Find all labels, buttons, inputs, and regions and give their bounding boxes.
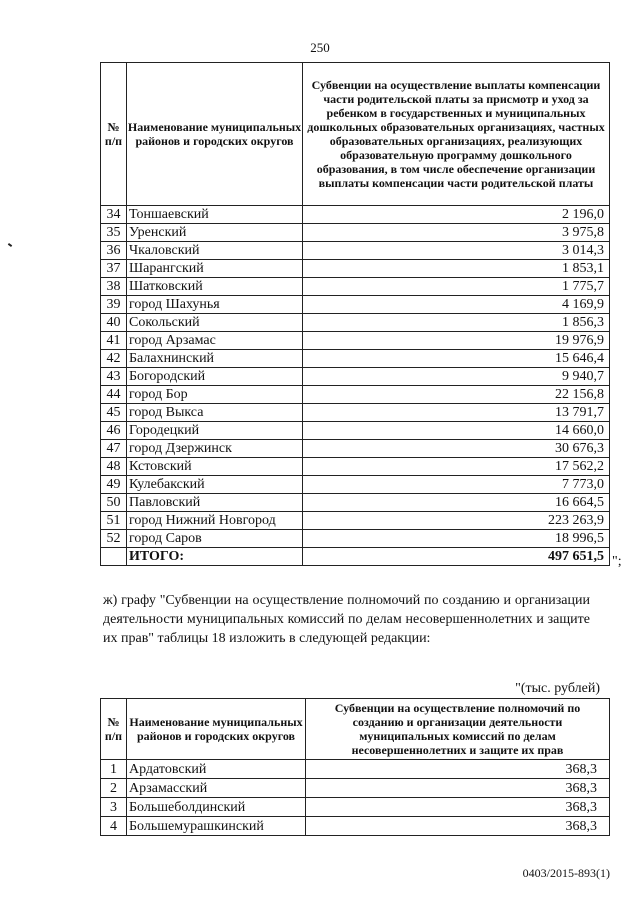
district-name: город Шахунья [127, 296, 303, 314]
table-row [101, 386, 610, 404]
units-label: "(тыс. рублей) [515, 681, 600, 696]
row-number: 41 [101, 332, 127, 350]
district-name: Кстовский [127, 458, 303, 476]
subsidy-value: 368,3 [306, 760, 610, 779]
total-value: 497 651,5 [303, 548, 610, 566]
table-row [101, 512, 610, 530]
row-number: 51 [101, 512, 127, 530]
district-name: город Арзамас [127, 332, 303, 350]
table-row [101, 332, 610, 350]
subsidy-value: 2 196,0 [303, 206, 610, 224]
table-row [101, 440, 610, 458]
subsidy-value: 16 664,5 [303, 494, 610, 512]
table-row [101, 779, 610, 798]
subsidy-value: 368,3 [306, 798, 610, 817]
row-number: 1 [101, 760, 127, 779]
row-number: 34 [101, 206, 127, 224]
column-header-subsidy: Субвенции на осуществление полномочий по созданию и организации деятельности муниципальных комиссий по делам несовершеннолетних и защите их прав [306, 699, 610, 760]
row-number: 35 [101, 224, 127, 242]
table-body [101, 206, 610, 566]
subsidy-value: 1 853,1 [303, 260, 610, 278]
table-row [101, 817, 610, 836]
row-number: 50 [101, 494, 127, 512]
table-row [101, 458, 610, 476]
row-number: 46 [101, 422, 127, 440]
table-row [101, 350, 610, 368]
page-number: 250 [310, 40, 330, 55]
district-name: Балахнинский [127, 350, 303, 368]
table-row [101, 368, 610, 386]
subsidy-value: 368,3 [306, 817, 610, 836]
district-name: Чкаловский [127, 242, 303, 260]
district-name: Кулебакский [127, 476, 303, 494]
row-number: 42 [101, 350, 127, 368]
row-number: 39 [101, 296, 127, 314]
column-header-number: № п/п [101, 63, 127, 206]
subsidy-value: 30 676,3 [303, 440, 610, 458]
district-name: Большемурашкинский [127, 817, 306, 836]
table-row [101, 296, 610, 314]
row-number: 43 [101, 368, 127, 386]
table-header-row [101, 63, 610, 206]
district-name: город Бор [127, 386, 303, 404]
district-name: Ардатовский [127, 760, 306, 779]
subsidy-value: 368,3 [306, 779, 610, 798]
subsidy-value: 9 940,7 [303, 368, 610, 386]
table-row [101, 242, 610, 260]
district-name: Шарангский [127, 260, 303, 278]
row-number: 45 [101, 404, 127, 422]
district-name: Павловский [127, 494, 303, 512]
total-label: ИТОГО: [127, 548, 303, 566]
table-row [101, 798, 610, 817]
subsidy-value: 7 773,0 [303, 476, 610, 494]
table-row [101, 530, 610, 548]
table-row [101, 224, 610, 242]
row-number: 36 [101, 242, 127, 260]
table-row [101, 422, 610, 440]
subsidy-value: 3 014,3 [303, 242, 610, 260]
document-code: 0403/2015-893(1) [522, 866, 610, 880]
subsidy-value: 13 791,7 [303, 404, 610, 422]
district-name: Сокольский [127, 314, 303, 332]
amendment-paragraph: ж) графу "Субвенции на осуществление полномочий по созданию и организации деятельности муниципальных комиссий по делам несовершеннолетних и защите их прав" таблицы 18 изложить в следующей редакции: [103, 593, 590, 646]
row-number: 37 [101, 260, 127, 278]
subsidy-value: 22 156,8 [303, 386, 610, 404]
subsidy-value: 1 856,3 [303, 314, 610, 332]
district-name: город Выкса [127, 404, 303, 422]
row-number: 40 [101, 314, 127, 332]
subsidy-value: 17 562,2 [303, 458, 610, 476]
district-name: Городецкий [127, 422, 303, 440]
district-name: Большеболдинский [127, 798, 306, 817]
table-row [101, 760, 610, 779]
row-number: 47 [101, 440, 127, 458]
district-name: город Нижний Новгород [127, 512, 303, 530]
subsidy-value: 15 646,4 [303, 350, 610, 368]
column-header-name: Наименование муниципальных районов и городских округов [127, 699, 306, 760]
table-body [101, 760, 610, 836]
row-number: 52 [101, 530, 127, 548]
table-row [101, 206, 610, 224]
subsidy-table-commissions [100, 698, 610, 836]
district-name: город Саров [127, 530, 303, 548]
table-row [101, 260, 610, 278]
subsidy-table-compensation [100, 62, 610, 566]
district-name: Богородский [127, 368, 303, 386]
column-header-subsidy: Субвенции на осуществление выплаты компенсации части родительской платы за присмотр и уход за ребенком в государственных и муниципальных дошкольных образовательных организациях, частных образовательных организациях, реализующих образовательную программу дошкольного образования, в том числе обеспечение организации выплаты компенсации части родительской платы [303, 63, 610, 206]
district-name: Шатковский [127, 278, 303, 296]
closing-quote: "; [612, 554, 622, 569]
subsidy-value: 19 976,9 [303, 332, 610, 350]
subsidy-value: 14 660,0 [303, 422, 610, 440]
row-number: 48 [101, 458, 127, 476]
table-row [101, 314, 610, 332]
column-header-name: Наименование муниципальных районов и городских округов [127, 63, 303, 206]
row-number: 49 [101, 476, 127, 494]
column-header-number: № п/п [101, 699, 127, 760]
table-row [101, 494, 610, 512]
row-number: 44 [101, 386, 127, 404]
total-row [101, 548, 610, 566]
table-row [101, 476, 610, 494]
row-number: 38 [101, 278, 127, 296]
district-name: Арзамасский [127, 779, 306, 798]
scan-speck [8, 243, 12, 247]
subsidy-value: 18 996,5 [303, 530, 610, 548]
subsidy-value: 4 169,9 [303, 296, 610, 314]
total-empty-cell [101, 548, 127, 566]
table-header-row [101, 699, 610, 760]
district-name: город Дзержинск [127, 440, 303, 458]
row-number: 4 [101, 817, 127, 836]
subsidy-value: 1 775,7 [303, 278, 610, 296]
table-row [101, 404, 610, 422]
table-row [101, 278, 610, 296]
row-number: 3 [101, 798, 127, 817]
district-name: Уренский [127, 224, 303, 242]
subsidy-value: 223 263,9 [303, 512, 610, 530]
row-number: 2 [101, 779, 127, 798]
district-name: Тоншаевский [127, 206, 303, 224]
subsidy-value: 3 975,8 [303, 224, 610, 242]
